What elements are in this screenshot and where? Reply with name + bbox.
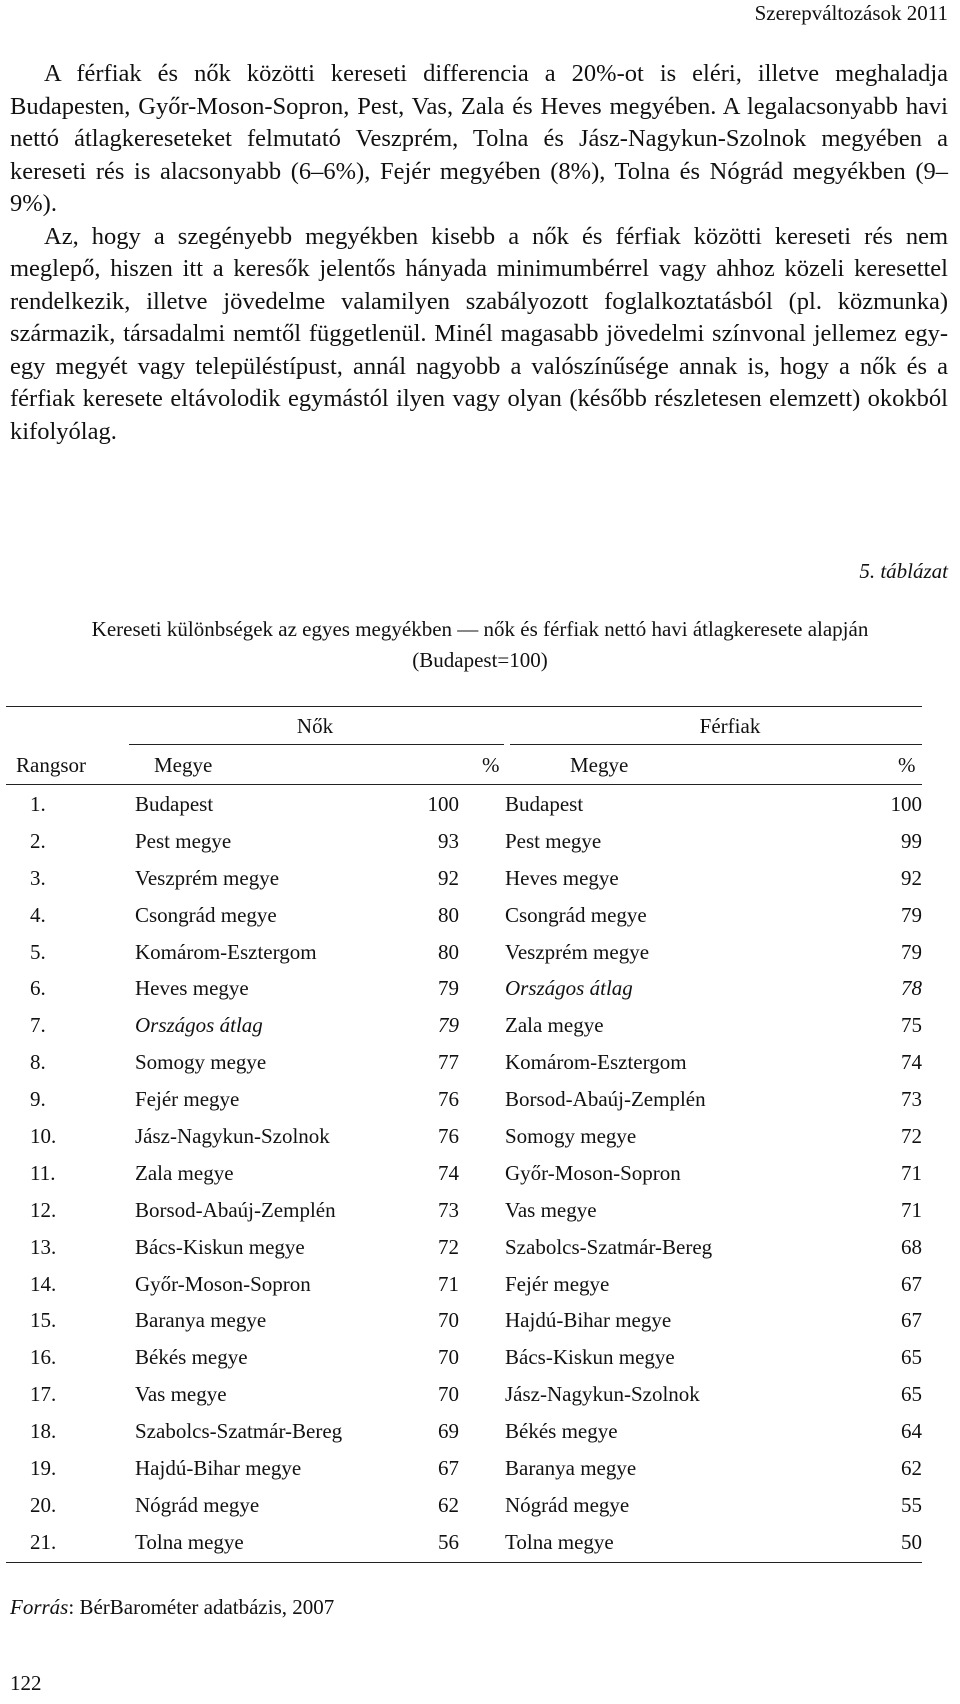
- women-pct-cell: 74: [438, 1160, 459, 1185]
- source-text: : BérBarométer adatbázis, 2007: [68, 1595, 335, 1619]
- men-county-cell: Csongrád megye: [505, 902, 647, 927]
- rank-cell: 20.: [30, 1492, 57, 1517]
- women-pct-cell: 79: [438, 1013, 459, 1038]
- women-pct-cell: 62: [438, 1492, 459, 1517]
- rank-cell: 19.: [30, 1455, 57, 1480]
- table-bottom-rule: [6, 1562, 922, 1563]
- women-county-cell: Szabolcs-Szatmár-Bereg: [135, 1419, 343, 1444]
- women-county-cell: Országos átlag: [135, 1013, 263, 1038]
- women-county-cell: Fejér megye: [135, 1087, 240, 1112]
- men-county-cell: Vas megye: [505, 1197, 597, 1222]
- men-pct-cell: 64: [901, 1419, 922, 1444]
- men-county-cell: Szabolcs-Szatmár-Bereg: [505, 1234, 713, 1259]
- women-pct-cell: 77: [438, 1050, 459, 1075]
- men-pct-cell: 55: [901, 1492, 922, 1517]
- men-county-cell: Veszprém megye: [505, 939, 650, 964]
- rank-cell: 8.: [30, 1050, 46, 1075]
- women-pct-cell: 72: [438, 1234, 459, 1259]
- table-row: [6, 1413, 922, 1450]
- table-row: [6, 823, 922, 860]
- rank-cell: 15.: [30, 1308, 57, 1333]
- rank-cell: 7.: [30, 1013, 46, 1038]
- men-county-cell: Tolna megye: [505, 1529, 614, 1554]
- rank-cell: 14.: [30, 1271, 57, 1296]
- men-county-cell: Hajdú-Bihar megye: [505, 1308, 672, 1333]
- women-county-cell: Zala megye: [135, 1160, 234, 1185]
- table-label: 5. táblázat: [859, 559, 948, 583]
- men-pct-cell: 62: [901, 1455, 922, 1480]
- women-pct-cell: 93: [438, 828, 459, 853]
- women-county-cell: Baranya megye: [135, 1308, 267, 1333]
- women-pct-cell: 76: [438, 1087, 459, 1112]
- women-pct-cell: 92: [438, 865, 459, 890]
- table-row: [6, 1192, 922, 1229]
- women-pct-cell: 79: [438, 976, 459, 1001]
- men-county-cell: Heves megye: [505, 865, 619, 890]
- table-row: [6, 1155, 922, 1192]
- women-pct-cell: 67: [438, 1455, 459, 1480]
- men-pct-cell: 65: [901, 1345, 922, 1370]
- men-county-cell: Fejér megye: [505, 1271, 610, 1296]
- table-row: [6, 1487, 922, 1524]
- men-county-cell: Somogy megye: [505, 1123, 637, 1148]
- group-header-men: Férfiak: [699, 714, 761, 738]
- data-table: [6, 786, 922, 1561]
- men-county-cell: Bács-Kiskun megye: [505, 1345, 675, 1370]
- table-row: [6, 934, 922, 971]
- col-header-county-men: Megye: [570, 753, 629, 777]
- men-pct-cell: 79: [901, 902, 922, 927]
- men-county-cell: Győr-Moson-Sopron: [505, 1160, 681, 1185]
- rank-cell: 2.: [30, 828, 46, 853]
- table-top-rule: [6, 706, 922, 707]
- men-pct-cell: 67: [901, 1308, 922, 1333]
- table-row: [6, 1339, 922, 1376]
- women-county-cell: Borsod-Abaúj-Zemplén: [135, 1197, 336, 1222]
- table-row: [6, 1266, 922, 1303]
- rank-cell: 5.: [30, 939, 46, 964]
- men-pct-cell: 100: [890, 791, 922, 816]
- men-pct-cell: 65: [901, 1382, 922, 1407]
- rank-cell: 6.: [30, 976, 46, 1001]
- women-pct-cell: 100: [427, 791, 459, 816]
- table-row: [6, 970, 922, 1007]
- men-pct-cell: 67: [901, 1271, 922, 1296]
- women-county-cell: Veszprém megye: [135, 865, 280, 890]
- women-pct-cell: 80: [438, 902, 459, 927]
- women-pct-cell: 56: [438, 1529, 459, 1554]
- men-county-cell: Komárom-Esztergom: [505, 1050, 687, 1075]
- table-row: [6, 1450, 922, 1487]
- group-underline-women: [129, 744, 504, 745]
- men-county-cell: Békés megye: [505, 1419, 618, 1444]
- table-row: [6, 1007, 922, 1044]
- men-pct-cell: 99: [901, 828, 922, 853]
- rank-cell: 9.: [30, 1087, 46, 1112]
- table-row: [6, 786, 922, 823]
- women-county-cell: Bács-Kiskun megye: [135, 1234, 305, 1259]
- table-row: [6, 1118, 922, 1155]
- page-number: 122: [10, 1671, 42, 1695]
- women-pct-cell: 80: [438, 939, 459, 964]
- rank-cell: 4.: [30, 902, 46, 927]
- table-row: [6, 1229, 922, 1266]
- rank-cell: 3.: [30, 865, 46, 890]
- running-header: Szerepváltozások 2011: [754, 1, 948, 25]
- women-pct-cell: 69: [438, 1419, 459, 1444]
- men-pct-cell: 78: [901, 976, 922, 1001]
- men-county-cell: Jász-Nagykun-Szolnok: [505, 1382, 700, 1407]
- women-county-cell: Pest megye: [135, 828, 232, 853]
- women-county-cell: Békés megye: [135, 1345, 248, 1370]
- women-county-cell: Csongrád megye: [135, 902, 277, 927]
- women-county-cell: Nógrád megye: [135, 1492, 260, 1517]
- women-county-cell: Heves megye: [135, 976, 249, 1001]
- men-pct-cell: 72: [901, 1123, 922, 1148]
- source-note: [10, 1594, 334, 1620]
- women-pct-cell: 73: [438, 1197, 459, 1222]
- table-row: [6, 860, 922, 897]
- header-bottom-rule: [6, 784, 922, 785]
- men-pct-cell: 92: [901, 865, 922, 890]
- women-pct-cell: 76: [438, 1123, 459, 1148]
- men-pct-cell: 75: [901, 1013, 922, 1038]
- table-title-line2: (Budapest=100): [412, 648, 548, 672]
- men-pct-cell: 68: [901, 1234, 922, 1259]
- col-header-pct-women: %: [482, 753, 500, 777]
- table-row: [6, 1081, 922, 1118]
- rank-cell: 11.: [30, 1160, 56, 1185]
- table-row: [6, 1302, 922, 1339]
- table-row: [6, 1376, 922, 1413]
- women-county-cell: Vas megye: [135, 1382, 227, 1407]
- table-row: [6, 1524, 922, 1561]
- rank-cell: 18.: [30, 1419, 57, 1444]
- rank-cell: 16.: [30, 1345, 57, 1370]
- table-title: [0, 614, 960, 676]
- women-pct-cell: 70: [438, 1382, 459, 1407]
- table-title-line1: Kereseti különbségek az egyes megyékben — nők és férfiak nettó havi átlagkeresete alapján: [91, 617, 869, 641]
- women-county-cell: Győr-Moson-Sopron: [135, 1271, 311, 1296]
- group-underline-men: [510, 744, 922, 745]
- men-pct-cell: 71: [901, 1197, 922, 1222]
- men-pct-cell: 74: [901, 1050, 922, 1075]
- women-pct-cell: 70: [438, 1345, 459, 1370]
- women-county-cell: Komárom-Esztergom: [135, 939, 317, 964]
- rank-cell: 1.: [30, 791, 46, 816]
- men-pct-cell: 73: [901, 1087, 922, 1112]
- women-county-cell: Tolna megye: [135, 1529, 244, 1554]
- rank-cell: 13.: [30, 1234, 57, 1259]
- rank-cell: 10.: [30, 1123, 57, 1148]
- men-county-cell: Zala megye: [505, 1013, 604, 1038]
- men-county-cell: Borsod-Abaúj-Zemplén: [505, 1087, 706, 1112]
- men-county-cell: Baranya megye: [505, 1455, 637, 1480]
- col-header-county-women: Megye: [154, 753, 213, 777]
- men-county-cell: Országos átlag: [505, 976, 633, 1001]
- men-county-cell: Budapest: [505, 791, 584, 816]
- source-label: Forrás: [10, 1595, 69, 1619]
- women-pct-cell: 71: [438, 1271, 459, 1296]
- men-pct-cell: 71: [901, 1160, 922, 1185]
- men-pct-cell: 50: [901, 1529, 922, 1554]
- table-row: [6, 897, 922, 934]
- women-county-cell: Hajdú-Bihar megye: [135, 1455, 302, 1480]
- men-county-cell: Pest megye: [505, 828, 602, 853]
- body-text: [10, 58, 948, 448]
- paragraph-2: Az, hogy a szegényebb megyékben kisebb a nők és férfiak közötti kereseti rés nem meglepő, hiszen itt a keresők jelentős hányada minimumbérrel vagy ahhoz közeli keresettel rendelkezik, illetve jövedelme valamilyen szabályozott foglalkoztatásból (pl. közmunka) származik, társadalmi nemtől függetlenül. Minél magasabb jövedelmi színvonal jellemez egy-egy megyét vagy településtípust, annál nagyobb a valószínűsége annak is, hogy a nők és a férfiak keresete eltávolodik egymástól ilyen vagy olyan (később részletesen elemzett) okokból kifolyólag.: [10, 222, 948, 445]
- rank-cell: 21.: [30, 1529, 57, 1554]
- men-pct-cell: 79: [901, 939, 922, 964]
- men-county-cell: Nógrád megye: [505, 1492, 630, 1517]
- col-header-pct-men: %: [898, 753, 916, 777]
- women-county-cell: Budapest: [135, 791, 214, 816]
- rank-cell: 12.: [30, 1197, 57, 1222]
- women-county-cell: Jász-Nagykun-Szolnok: [135, 1123, 330, 1148]
- group-header-women: Nők: [296, 714, 334, 738]
- women-county-cell: Somogy megye: [135, 1050, 267, 1075]
- col-header-rank: Rangsor: [16, 753, 86, 777]
- table-row: [6, 1044, 922, 1081]
- women-pct-cell: 70: [438, 1308, 459, 1333]
- paragraph-1: A férfiak és nők közötti kereseti differencia a 20%-ot is eléri, illetve meghaladja Budapesten, Győr-Moson-Sopron, Pest, Vas, Zala és Heves megyében. A legalacsonyabb havi nettó átlagkereseteket felmutató Veszprém, Tolna és Jász-Nagykun-Szolnok megyében a kereseti rés is alacsonyabb (6–6%), Fejér megyében (8%), Tolna és Nógrád megyékben (9–9%).: [10, 60, 948, 217]
- rank-cell: 17.: [30, 1382, 57, 1407]
